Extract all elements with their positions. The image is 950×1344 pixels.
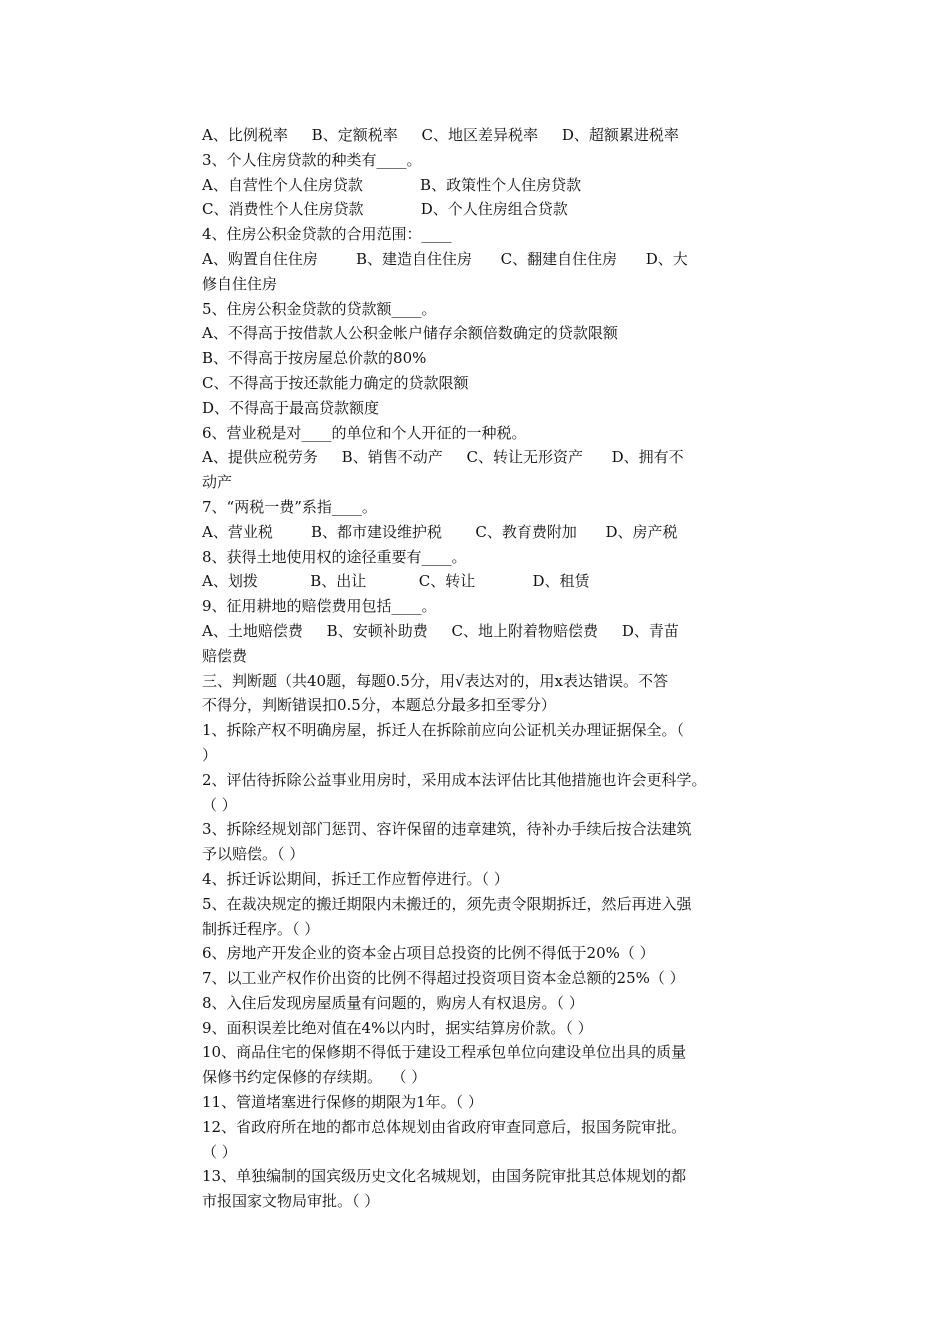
text-line: 予以赔偿。（ ） (202, 845, 305, 864)
text-line: 制拆迁程序。（ ） (202, 919, 320, 938)
text-line: 9、面积误差比绝对值在4%以内时，据实结算房价款。（ ） (202, 1018, 593, 1037)
text-line: 动产 (202, 473, 233, 492)
text-line: 3、个人住房贷款的种类有____。 (202, 150, 422, 169)
text-line: D、不得高于最高贷款额度 (202, 398, 380, 417)
text-line: C、消费性个人住房贷款 D、个人住房组合贷款 (202, 200, 568, 219)
text-line: A、购置自住住房 B、建造自住住房 C、翻建自住住房 D、大 (202, 249, 688, 268)
text-line: 7、以工业产权作价出资的比例不得超过投资项目资本金总额的25%（ ） (202, 969, 685, 988)
text-line: A、比例税率 B、定额税率 C、地区差异税率 D、超额累进税率 (202, 126, 679, 144)
text-line: 10、商品住宅的保修期不得低于建设工程承包单位向建设单位出具的质量 (202, 1043, 687, 1062)
text-line: 不得分，判断错误扣0.5分，本题总分最多扣至零分） (202, 696, 556, 715)
text-line: 9、征用耕地的赔偿费用包括____。 (202, 597, 437, 616)
text-line: 8、获得土地使用权的途径重要有____。 (202, 547, 467, 566)
text-line: （ ） (202, 1142, 237, 1161)
text-line: 修自住住房 (202, 274, 278, 293)
text-line: 8、入住后发现房屋质量有问题的，购房人有权退房。（ ） (202, 993, 584, 1012)
text-line: C、不得高于按还款能力确定的贷款限额 (202, 373, 469, 392)
text-line: A、划拨 B、出让 C、转让 D、租赁 (202, 572, 590, 591)
text-line: 4、拆迁诉讼期间，拆迁工作应暂停进行。（ ） (202, 869, 509, 888)
text-line: 11、管道堵塞进行保修的期限为1年。（ ） (202, 1093, 483, 1112)
text-line: 市报国家文物局审批。（ ） (202, 1192, 380, 1211)
text-line: 4、住房公积金贷款的合用范围：____ (202, 225, 452, 244)
text-line: 1、拆除产权不明确房屋，拆迁人在拆除前应向公证机关办理证据保全。（ (202, 721, 685, 740)
text-line: 7、“两税一费”系指____。 (202, 497, 377, 516)
text-line: 12、省政府所在地的都市总体规划由省政府审查同意后，报国务院审批。 (202, 1117, 687, 1136)
text-line: 赔偿费 (202, 646, 248, 665)
text-line: A、提供应税劳务 B、销售不动产 C、转让无形资产 D、拥有不 (202, 448, 684, 467)
text-line: A、土地赔偿费 B、安顿补助费 C、地上附着物赔偿费 D、青苗 (202, 621, 679, 640)
text-line: A、营业税 B、都市建设维护税 C、教育费附加 D、房产税 (202, 522, 678, 541)
text-line: 保修书约定保修的存续期。 （ ） (202, 1068, 427, 1087)
text-line: 3、拆除经规划部门惩罚、容许保留的违章建筑，待补办手续后按合法建筑 (202, 820, 692, 839)
text-line: 三、判断题（共40题，每题0.5分，用√表达对的，用x表达错误。不答 (202, 671, 668, 690)
text-line: ） (202, 745, 218, 764)
text-line: A、不得高于按借款人公积金帐户储存余额倍数确定的贷款限额 (202, 324, 618, 343)
text-line: 13、单独编制的国宾级历史文化名城规划，由国务院审批其总体规划的都 (202, 1167, 687, 1186)
text-line: B、不得高于按房屋总价款的80% (202, 349, 427, 368)
text-line: 5、在裁决规定的搬迁期限内未搬迁的，须先责令限期拆迁，然后再进入强 (202, 894, 692, 913)
text-line: 5、住房公积金贷款的贷款额____。 (202, 299, 437, 318)
text-line: 6、营业税是对____的单位和个人开征的一种税。 (202, 423, 527, 442)
text-line: （ ） (202, 795, 237, 814)
text-line: 2、评估待拆除公益事业用房时，采用成本法评估比其他措施也许会更科学。 (202, 770, 707, 789)
text-line: A、自营性个人住房贷款 B、政策性个人住房贷款 (202, 175, 582, 194)
document-body (202, 123, 762, 1214)
text-line: 6、房地产开发企业的资本金占项目总投资的比例不得低于20%（ ） (202, 944, 655, 963)
